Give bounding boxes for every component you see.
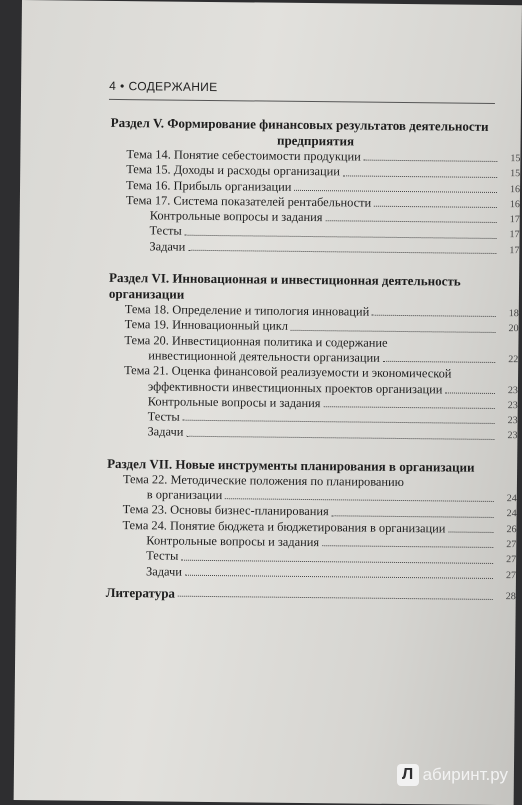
entry-label: Тема 19. Инновационный цикл	[124, 317, 289, 334]
entry-label: Контрольные вопросы и задания	[147, 394, 321, 411]
entry-label: Тема 16. Прибыль организации	[125, 177, 292, 194]
entry-page: 26	[506, 523, 517, 535]
entry-label: Тема 17. Система показателей рентабельности	[125, 192, 372, 210]
section-title: Раздел VII. Новые инструменты планирования в организации	[107, 455, 475, 475]
entry-page: 24	[506, 493, 517, 505]
dot-leader	[445, 392, 495, 394]
dot-leader	[185, 234, 497, 238]
dot-leader	[186, 435, 494, 439]
entry-page: 28	[505, 590, 516, 603]
dot-leader	[372, 315, 496, 317]
dot-leader	[183, 420, 495, 424]
entry-label: Контрольные вопросы и задания	[149, 208, 323, 225]
entry-page: 16	[509, 199, 520, 211]
table-of-contents	[106, 109, 521, 604]
entry-label: Тема 24. Понятие бюджета и бюджетирования в организации	[122, 517, 446, 536]
entry-page: 23	[507, 384, 518, 396]
running-header	[109, 79, 218, 94]
entry-label: в организации	[146, 487, 223, 503]
entry-label: Тесты	[147, 409, 180, 424]
toc-entry-first-line: Тема 21. Оценка финансовой реализуемости и экономической	[124, 363, 452, 381]
entry-page: 16	[509, 183, 521, 195]
dot-leader	[225, 498, 494, 502]
section-title: Раздел VI. Инновационная и инвестиционная деятельность организации	[108, 270, 461, 302]
dot-leader	[364, 160, 498, 162]
labyrinth-logo-icon: Л	[397, 764, 419, 786]
header-title: СОДЕРЖАНИЕ	[128, 79, 218, 95]
dot-leader	[383, 361, 495, 363]
toc-literature	[106, 585, 516, 605]
dot-leader	[188, 250, 496, 254]
toc-entry-first-line: Тема 20. Инвестиционная политика и содержание	[124, 332, 388, 350]
entry-page: 27	[506, 539, 517, 551]
entry-label: Тема 14. Понятие себестоимости продукции	[126, 147, 361, 164]
page-number: 4	[109, 78, 117, 93]
dot-leader	[332, 515, 494, 518]
entry-label: Задачи	[147, 424, 184, 440]
entry-page: 23	[507, 399, 518, 412]
watermark-logo	[397, 764, 508, 786]
dot-leader	[343, 175, 497, 178]
entry-page: 15	[510, 153, 521, 165]
entry-label: инвестиционной деятельности организации	[148, 348, 380, 365]
dot-leader	[324, 406, 495, 409]
dot-leader	[448, 531, 493, 532]
section-heading	[110, 115, 520, 151]
dot-leader	[294, 190, 497, 193]
entry-label: Задачи	[145, 563, 182, 579]
book-page	[14, 0, 522, 805]
entry-page: 24	[506, 508, 517, 520]
dot-leader	[322, 545, 493, 548]
entry-label: Тема 18. Определение и типология инноваций	[124, 302, 370, 319]
entry-page: 27	[505, 569, 517, 581]
entry-page: 23	[507, 415, 518, 427]
entry-page: 18	[508, 308, 519, 320]
entry-page: 22	[508, 354, 519, 366]
dot-leader	[325, 221, 496, 224]
dot-leader	[291, 330, 496, 333]
entry-label: Тема 23. Основы бизнес-планирования	[122, 502, 329, 519]
header-rule	[109, 99, 495, 104]
entry-page: 27	[506, 554, 517, 566]
entry-page: 15	[510, 168, 521, 180]
entry-label: Тесты	[149, 223, 182, 239]
toc-entry-first-line: Тема 22. Методические положения по планированию	[122, 471, 405, 489]
entry-page: 17	[509, 214, 520, 226]
entry-page: 20	[508, 323, 519, 335]
entry-page: 23	[507, 430, 518, 442]
entry-label: Задачи	[149, 239, 186, 254]
header-bullet: •	[120, 79, 125, 94]
dot-leader	[185, 575, 493, 579]
section-heading	[109, 270, 519, 306]
entry-page: 17	[509, 244, 520, 257]
toc-subentry	[106, 563, 516, 583]
entry-label: Литература	[105, 584, 176, 601]
entry-label: Контрольные вопросы и задания	[146, 533, 320, 550]
dot-leader	[181, 559, 493, 563]
dot-leader	[374, 206, 497, 208]
dot-leader	[178, 596, 493, 600]
section-title-continued: предприятия	[276, 132, 355, 149]
entry-label: Тесты	[146, 548, 179, 563]
watermark-text: абиринт.ру	[422, 765, 508, 784]
entry-label: Тема 15. Доходы и расходы организации	[126, 162, 341, 179]
entry-label: эффективности инвестиционных проектов организации	[147, 378, 443, 396]
entry-page: 17	[509, 229, 520, 241]
section-title: Раздел V. Формирование финансовых результатов деятельности	[110, 114, 489, 134]
